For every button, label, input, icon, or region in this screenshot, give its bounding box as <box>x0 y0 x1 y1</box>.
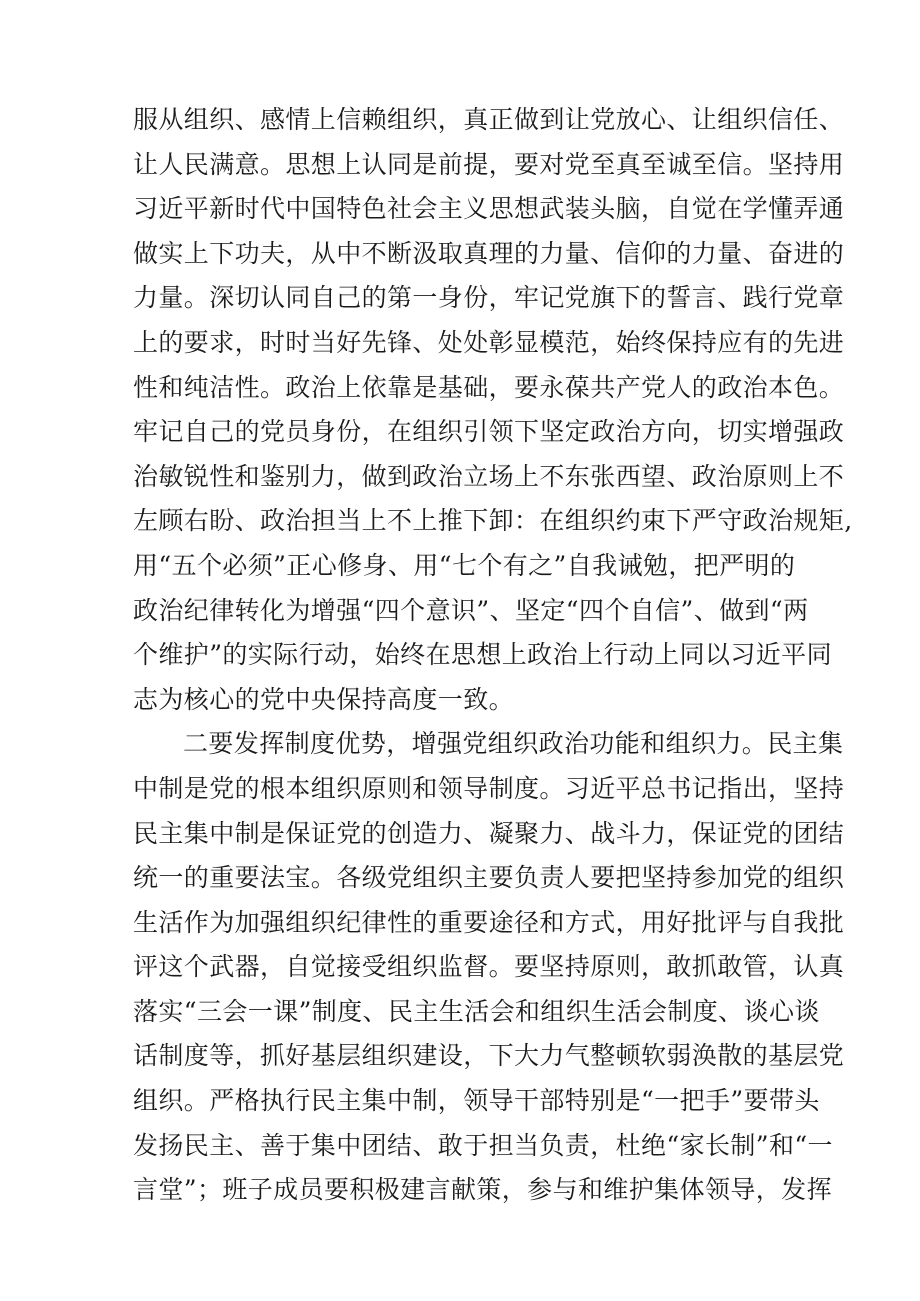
text-line: 上的要求，时时当好先锋、处处彰显模范，始终保持应有的先进 <box>133 327 845 357</box>
paragraph-first-line: 二要发挥制度优势，增强党组织政治功能和组织力。民主集 <box>183 729 844 759</box>
text-line: 牢记自己的党员身份，在组织引领下坚定政治方向，切实增强政 <box>133 417 845 447</box>
text-line: 中制是党的根本组织原则和领导制度。习近平总书记指出，坚持 <box>133 773 845 803</box>
text-line: 个维护”的实际行动，始终在思想上政治上行动上同以习近平同 <box>133 640 832 670</box>
text-line: 让人民满意。思想上认同是前提，要对党至真至诚至信。坚持用 <box>133 149 845 179</box>
text-line: 力量。深切认同自己的第一身份，牢记党旗下的誓言、践行党章 <box>133 283 845 313</box>
text-line: 志为核心的党中央保持高度一致。 <box>133 684 515 714</box>
text-line: 做实上下功夫，从中不断汲取真理的力量、信仰的力量、奋进的 <box>133 238 845 268</box>
text-line: 政治纪律转化为增强“四个意识”、坚定“四个自信”、做到“两 <box>133 595 809 625</box>
text-line: 话制度等，抓好基层组织建设，下大力气整顿软弱涣散的基层党 <box>133 1041 845 1071</box>
text-line: 评这个武器，自觉接受组织监督。要坚持原则，敢抓敢管，认真 <box>133 952 845 982</box>
text-line: 发扬民主、善于集中团结、敢于担当负责，杜绝“家长制”和“一 <box>133 1130 833 1160</box>
text-line: 左顾右盼、政治担当上不上推下卸：在组织约束下严守政治规矩, <box>133 506 853 536</box>
body-text <box>133 98 853 1213</box>
text-line: 言堂”；班子成员要积极建言献策，参与和维护集体领导，发挥 <box>133 1175 832 1205</box>
text-line: 落实“三会一课”制度、民主生活会和组织生活会制度、谈心谈 <box>133 996 820 1026</box>
text-line: 生活作为加强组织纪律性的重要途径和方式，用好批评与自我批 <box>133 907 845 937</box>
text-line: 组织。严格执行民主集中制，领导干部特别是“一把手”要带头 <box>133 1086 820 1116</box>
text-line: 服从组织、感情上信赖组织，真正做到让党放心、让组织信任、 <box>133 105 845 134</box>
text-line: 性和纯洁性。政治上依靠是基础，要永葆共产党人的政治本色。 <box>133 372 845 402</box>
text-line: 用“五个必须”正心修身、用“七个有之”自我诫勉，把严明的 <box>133 550 796 580</box>
text-line: 习近平新时代中国特色社会主义思想武装头脑，自觉在学懂弄通 <box>133 194 845 224</box>
text-line: 治敏锐性和鉴别力，做到政治立场上不东张西望、政治原则上不 <box>133 461 845 491</box>
text-line: 民主集中制是保证党的创造力、凝聚力、战斗力，保证党的团结 <box>133 818 845 848</box>
text-line: 统一的重要法宝。各级党组织主要负责人要把坚持参加党的组织 <box>133 863 845 893</box>
